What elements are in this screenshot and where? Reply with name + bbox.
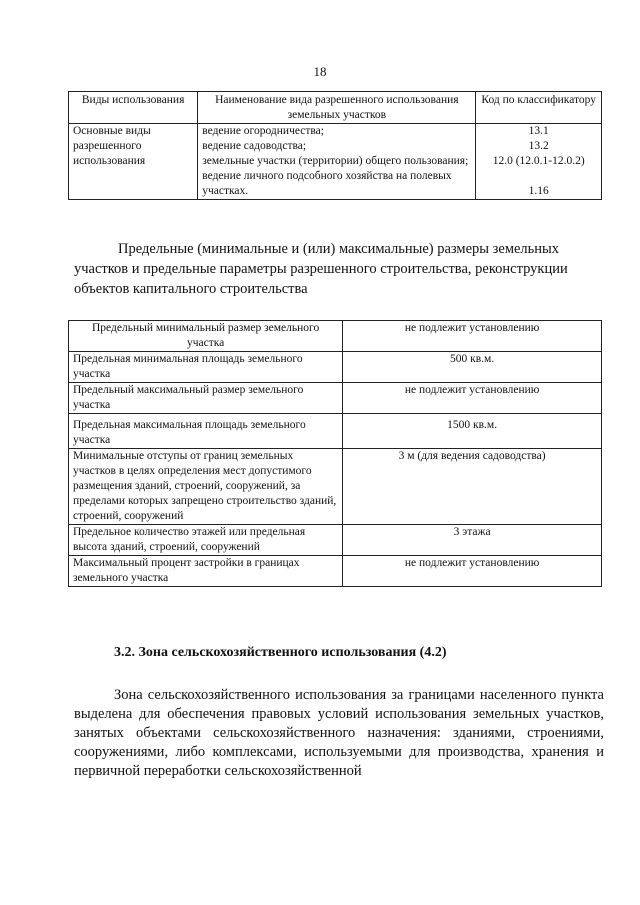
- table-row: [69, 124, 602, 200]
- value-cell: не подлежит установлению: [343, 321, 602, 352]
- limits-heading-text: Предельные (минимальные и (или) максимальные) размеры земельных участков и предельные параметры разрешенного строительства, реконструкции объектов капитального строительства: [74, 241, 568, 297]
- value-cell: не подлежит установлению: [343, 383, 602, 414]
- code-item: 13.2: [528, 140, 549, 152]
- permitted-use-table: [68, 91, 602, 200]
- code-item: 12.0 (12.0.1-12.0.2): [492, 155, 585, 167]
- table-header-row: [69, 92, 602, 124]
- code-spacer: [480, 169, 597, 184]
- value-cell: 500 кв.м.: [343, 352, 602, 383]
- table-row: [69, 321, 602, 352]
- table-row: [69, 449, 602, 525]
- value-cell: 1500 кв.м.: [343, 414, 602, 449]
- param-cell: Предельный максимальный размер земельного участка: [69, 383, 343, 414]
- code-item: 1.16: [528, 185, 549, 197]
- limits-table: [68, 320, 602, 587]
- use-type-cell: Основные виды разрешенного использования: [69, 124, 198, 200]
- value-cell: не подлежит установлению: [343, 556, 602, 587]
- table-row: [69, 352, 602, 383]
- param-cell: Минимальные отступы от границ земельных участков в целях определения мест допустимого размещения зданий, строений, сооружений, за пределами которых запрещено строительство зданий, строений, сооружений: [69, 449, 343, 525]
- table-row: [69, 383, 602, 414]
- use-name-item: земельные участки (территории) общего пользования;: [202, 155, 469, 167]
- use-name-item: ведение огородничества;: [202, 125, 324, 137]
- use-name-cell: [198, 124, 476, 200]
- param-cell: Предельное количество этажей или предельная высота зданий, строений, сооружений: [69, 525, 343, 556]
- value-cell: 3 м (для ведения садоводства): [343, 449, 602, 525]
- page-number: 18: [313, 64, 327, 79]
- limits-heading: [74, 239, 604, 299]
- header-code: Код по классификатору: [476, 92, 602, 124]
- value-cell: 3 этажа: [343, 525, 602, 556]
- code-cell: [476, 124, 602, 200]
- table-row: [69, 525, 602, 556]
- header-use-name: Наименование вида разрешенного использования земельных участков: [198, 92, 476, 124]
- body-paragraph: Зона сельскохозяйственного использования за границами населенного пункта выделена для обеспечения правовых условий использования земельных участков, занятых объектами сельскохозяйственного назначения: зданиями, строениями, сооружениями, либо комплексами, используемыми для производства, хранения и первичной переработки сельскохозяйственной: [74, 687, 604, 779]
- param-cell: Предельный минимальный размер земельного участка: [69, 321, 343, 352]
- use-name-item: ведение садоводства;: [202, 140, 307, 152]
- section-title: 3.2. Зона сельскохозяйственного использования (4.2): [114, 645, 447, 660]
- table-row: [69, 414, 602, 449]
- table-row: [69, 556, 602, 587]
- code-item: 13.1: [528, 125, 549, 137]
- param-cell: Предельная максимальная площадь земельного участка: [69, 414, 343, 449]
- use-name-item: ведение личного подсобного хозяйства на полевых участках.: [202, 170, 452, 197]
- header-use-types: Виды использования: [69, 92, 198, 124]
- param-cell: Предельная минимальная площадь земельного участка: [69, 352, 343, 383]
- param-cell: Максимальный процент застройки в границах земельного участка: [69, 556, 343, 587]
